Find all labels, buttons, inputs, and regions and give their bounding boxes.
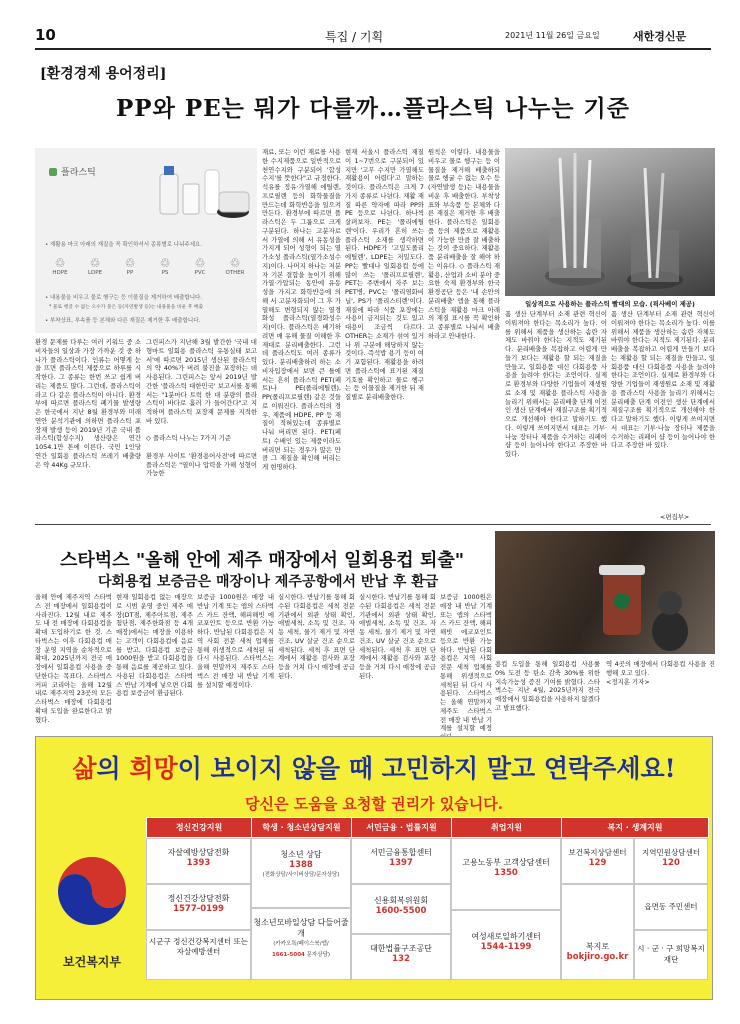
cell-suicide-hotline[interactable]: 자살예방상담전화 1393: [146, 838, 251, 884]
header-mental: 정신건강지원: [147, 818, 252, 838]
article-headline: PP와 PE는 뭐가 다를까…플라스틱 나누는 기준: [116, 95, 630, 122]
article2-column-1: 올해 안에 제주지역 스타벅스 전 매장에서 일회용컵이 사라진다. 12월 내로 제주도 내 전 매장에 다회용컵을 확대 도입하기로 한 것. 스타벅스는 이후 다회용컵 매장 운영 지역을 순차적으로 확대, 2025년까지 전국 매장에서 일회용컵 사용을 중단한다는 목표다. 스타벅스커피 코리아는 올해 12월 내로 제주지역 23곳의 모든 스타벅스 매장에 다회용컵 확대 도입을 완료한다고 밝혔다.: [35, 593, 112, 724]
cell-finance-center[interactable]: 서민금융통합센터 1397: [351, 838, 451, 884]
resin-code-ldpe: ♲ LDPE: [87, 256, 103, 276]
straws-photo: [505, 148, 715, 296]
cell-community-center[interactable]: 읍면동 주민센터: [634, 884, 708, 930]
issue-date: 2021년 11월 26일 금요일: [505, 31, 600, 40]
cell-civil-affairs[interactable]: 지역민원상담센터 120: [634, 838, 708, 884]
suicide-prevention-ad: [35, 736, 713, 1000]
plastic-products-illustration: [155, 156, 253, 228]
infographic-note-2: • 내용물을 비우고 물로 헹구는 등 이물질을 제거하여 배출합니다.: [45, 295, 203, 301]
recycling-infographic: [35, 148, 257, 333]
page-header: [35, 26, 711, 50]
article-column-5: 원칙은 이렇다. 내용물을 비우고 물로 헹구는 등 이물질을 제거해 배출하되 물로 헹굴 수 없는 오수 등(자연발생 등)는 내용물을 비운 후 배출한다. 부착상표와 부속품 등 본체와 다른 재질은 제거한 후 배출한다. 플라스틱은 일회용품 등의 제품으로 재활용이 가능한 만큼 잘 배출하는 것이 중요하다. 재활용품 분리배출을 잘 해야 하는 이유다. ◇ 플라스틱 재활용, 산업과 소비 분야 중요한 숙제 환경부와 한국환경공단 등은 '내 손안의 분리배출' 앱을 통해 플라스틱을 재활용 마크 아래의 재질 표시를 꼭 확인하고 종류별로 나눠서 배출하라고 안내한다.: [428, 148, 500, 340]
article-column-3: 재료, 또는 이런 재료를 사용한 수지제품으로 일반적으로 천연수지와 구분되어 '합성수지'를 뜻한다"고 규정한다. 석유를 정유·가열해 에틸렌, 프로필렌 등의 화학물질을 만드는데 화학반응을 일으켜 만든다. 환경부에 따르면 플라스틱은 두 그룹으로 크게 구분된다. 하나는 고분자로서 가열에 의해 서 유동성을 가지게 되어 성형이 되는 열가소성 플라스틱(열가소성수지)이다. 나머지 하나는 저분자 기본 결합을 높이기 위해 가열·가압되는 동안에 유동성을 가지고 화학반응에 의해 서 고분자화되어 그 후 가열해도 변형되지 않는 열경화성 플라스틱(열경화성수지)이다. 플라스틱은 배기하려면 매 유해 물질 이해한 후 제대로 분리배출한다. 그런데 플라스틱도 여러 종류가 있다. 분리배출하려 하는 소비자입장에서 보면 큰 틀에서는 흔히 플라스틱 PET(페트)나 PE(폴리에틸렌), PP(폴리프로필렌) 같은 것들로 이뤄진다. 플라스틱의 경우, 제품에 HDPE, PP 등 재질이 적혀있는데 종류별로 나눠 버리면 된다. PET(페트) 수배인 있는 제품이라도 버리면 되는 경우가 많은 만큼 그 재질을 확인해 버리는 게 현명하다.: [262, 148, 341, 471]
cell-youth-counsel[interactable]: 청소년 상담 1388 (전화상담/사이버상담/문자상담): [251, 838, 351, 908]
article-column-7: 폼 생산 단계부터 소재 관련 혁신이 이뤄져야 한다는 목소리가 높다. 이를 위해서 제품을 생산하는 솜란 자체도 바꿔야 한다는 지적도 제기된다. 분리배출을 복잡하고 어렵게 만들기 보다는 재활용 할 되는 재질을 만들고, 일회용품 대신 다회용품 사용을 늘려야 한다는 조언이다. 실제로 환경부와 다양한 기업들이 재생원료 소재 및 재활용 플라스틱 사용을 늘리기 위해서는 분리배출 단계 이전인 생산 단계에서 재질구조를 획기적으로 개선해야 한다고 말하기도 했다. 이렇게 쓰여지면서 대표는 기부·나눔 장터나 제품을 수거하는 리페어 샵 등이 늘어나야 한다고 주장한 바 있다.: [611, 310, 715, 450]
article-column-1: 환경 문제를 다루는 여러 키워드 중 소비자들의 일상과 가장 가까운 것 중 하나가 플라스틱이다. 인류는 어떻게 눈을 뜨면 플라스틱 제품으로 하루를 시작한다. 그 종류는 한번 쓰고 쉽게 버리는 제품도 많다. 그런데, 플라스틱이라고 다 같은 플라스틱이 아니다. 환경부에 따르면 플라스틱 폐기물 발생량은 한국에서 지난 8월 환경부와 미래 연안 분석기관에 의하면 플라스틱 포장재 발생 등이 2019년 기준 국내 플라스틱(합성수지) 생산량은 연간 1054.1만 톤에 이른다. 국민 1인당 연간 일회용 플라스틱 쓰레기 배출량은 약 44Kg 규모다.: [35, 338, 141, 469]
resin-code-hdpe: ♲ HDPE: [52, 256, 68, 276]
photo-caption: 일상적으로 사용하는 플라스틱 빨대의 모습. (픽사베이 제공): [525, 300, 695, 308]
cell-hope-welfare[interactable]: 시 · 군 · 구 희망복지재단: [634, 930, 708, 980]
article2-column-3: 보증금 1000원은 매장 내 반납 기계 또는 앱의 스타벅스 카드 잔액, 해피해빗 에코포인트 등으로 반환 가능하다. 반납된 다회용컵은 지역 사회 전문 세척 업체를 통해 위생적으로 세척된 뒤 다시 사용된다. 스타벅스는 올해 연말까지 제주도 스타벅스 전 매장 내 반납 기계를 설치할 예정이다.: [197, 593, 274, 689]
newspaper-name: 새한경신문: [633, 30, 687, 43]
straws-illustration: [505, 148, 715, 296]
resin-code-other: ♲ OTHER: [225, 256, 245, 276]
article2-column-5: 실시한다. 반납기를 통해 회수된 다회용컵은 세척 전문 기관에서 외관 상태 확인, 애벌세척, 소독 및 건조, 자동 세척, 물기 제거 및 자연건조, UV 살균 건조 순으로 세척된다. 세척 후 표면 단계에서 재활용 검사와 포장 등을 거쳐 다시 매장에 공급된다.: [359, 593, 436, 680]
taegeuk-emblem-icon: [48, 829, 136, 949]
header-job: 취업지원: [452, 818, 562, 838]
cell-local-mental-center[interactable]: 시군구 정신건강복지센터 또는 자살예방센터: [146, 930, 251, 980]
article2-column-6: 보증금 1000원은 매장 내 반납 기계 또는 앱의 스타벅스 카드 잔액, 해피해빗 에코포인트 등으로 반환 가능하다. 반납된 다회용컵은 지역 사회 전문 세척 업체를 통해 위생적으로 세척된 뒤 다시 사용된다. 스타벅스는 올해 연말까지 제주도 스타벅스 전 매장 내 반납 기계를 설치할 예정: [440, 593, 492, 733]
header-finance: 서민금융 · 법률지원: [352, 818, 452, 838]
article2-headline: 스타벅스 "올해 안에 제주 매장에서 일회용컵 퇴출": [60, 550, 465, 571]
starbucks-cup-photo: [495, 531, 715, 654]
infographic-note-3: * 물로 헹굴 수 없는 오수가 묻은 등(자연발생 등)는 내용물을 비운 후 배출: [49, 305, 204, 310]
infographic-note-4: • 부착상표, 부속품 등 본체와 다른 재질은 제거한 후 배출합니다.: [45, 318, 201, 324]
cell-credit-recovery[interactable]: 신용회복위원회 1600-5500: [351, 884, 451, 934]
cell-mental-health-hotline[interactable]: 정신건강상담전화 1577-0199: [146, 884, 251, 930]
ad-title: 삶의 희망이 보이지 않을 때 고민하지 말고 연락주세요!: [72, 754, 676, 783]
article2-column-2: 현재 일회용컵 없는 매장으로 시범 운영 중인 제주 매장(DT점, 제주아트점, 제주첨단점, 제주한화점 등 4개 매장)에서는 매장을 이용하는 고객이 다회용컵에 음료를 받고, 다회용컵 보증금 1000원을 받고 다회용컵을 통해 음료를 제공하고 있다. 사용된 다회용컵은 스타벅스 반납 기계에 넣으면 다회용컵 보증금이 환급된다.: [116, 593, 193, 698]
resin-code-pvc: ♲ PVC: [194, 256, 206, 276]
ad-subtitle: 당신은 도움을 요청할 권리가 있습니다.: [245, 795, 503, 813]
section-label: 특집 / 기획: [325, 30, 384, 44]
ministry-name: 보건복지부: [63, 955, 121, 969]
infographic-title: 플라스틱: [61, 168, 96, 178]
article2-column-7: 용컵 도입을 통해 일회용컵 사용률 0% 도전 등 탄소 감축 30%를 위한 지속가능성 증진 기여를 밝혔다. 스타벅스는 지난 4월, 2025년까지 전국 매장에서 일회용컵을 사용하지 않겠다고 발표했다.: [495, 660, 600, 712]
article2-column-4: 실시한다. 반납기를 통해 회수된 다회용컵은 세척 전문 기관에서 외관 상태 확인, 애벌세척, 소독 및 건조, 자동 세척, 물기 제거 및 자연건조, UV 살균 건조 순으로 세척된다. 세척 후 표면 단계에서 재활용 검사와 포장 등을 거쳐 다시 매장에 공급된다.: [278, 593, 355, 680]
cell-legal-aid[interactable]: 대한법률구조공단 132: [351, 934, 451, 980]
cell-welfare-counsel[interactable]: 보건복지상담센터 129: [561, 838, 634, 884]
support-grid: [146, 838, 708, 980]
page-number: 10: [35, 26, 56, 44]
cell-labor-ministry[interactable]: 고용노동부 고객상담센터 1350: [451, 838, 561, 910]
reusable-cup-illustration: [495, 531, 715, 654]
article-kicker: [환경경제 용어정리]: [40, 66, 167, 82]
header-welfare: 복지 · 생계지원: [562, 818, 709, 838]
support-directory: [146, 817, 708, 980]
resin-code-ps: ♲ PS: [159, 256, 171, 276]
resin-code-pp: ♲ PP: [124, 256, 136, 276]
cell-women-job-center[interactable]: 여성새로일하기센터 1544-1199: [451, 910, 561, 980]
infographic-note-1: • 재활용 마크 아래의 재질을 꼭 확인하셔서 종류별로 나눠주세요.: [45, 242, 203, 248]
cell-youth-mobile[interactable]: 청소년모바일상담 다들어줄개 (카카오톡/페이스북/앱/ 1661-5004 문자상담): [251, 908, 351, 980]
ministry-logo: [48, 829, 136, 989]
article-column-6: 폼 생산 단계부터 소재 관련 혁신이 이뤄져야 한다는 목소리가 높다. 이를 위해서 제품을 생산하는 솜란 자체도 바꿔야 한다는 지적도 제기된다. 분리배출을 복잡하고 어렵게 만들기 보다는 재활용 할 되는 재질을 만들고, 일회용품 대신 다회용품 사용을 늘려야 한다는 조언이다. 실제로 환경부와 다양한 기업들이 재생원료 소재 및 재활용 플라스틱 사용을 늘리기 위해서는 분리배출 단계 이전인 생산 단계에서 재질구조를 획기적으로 개선해야 한다고 말하기도 했다. 이렇게 쓰여지면서 대표는 기부·나눔 장터나 제품을 수거하는 리페어 샵 등이 늘어나야 한다고 주장한 바 있다.: [505, 310, 607, 458]
header-youth: 학생 · 청소년상담지원: [252, 818, 352, 838]
article2-subheadline: 다회용컵 보증금은 매장이나 제주공항에서 반납 후 환급: [98, 574, 439, 590]
resin-code-row: [45, 256, 250, 286]
recycle-icon: [49, 168, 57, 176]
support-table: [146, 817, 709, 838]
section-divider: [35, 524, 711, 525]
article-column-2: 그린피스가 지난해 3월 발간한 '국내 대형마트 일회용 플라스틱 유통실태 보고서'에 따르면 2015년 생산된 플라스틱의 약 40%가 버려 불진을 포장하는 데 사용된다. 그린피스는 앞서 2019년 발간한 '플라스틱 대한민국' 보고서를 통해서는 "1분마다 트럭 한 대 분량의 플라스틱이 바다로 흘러 가 들어간다"고 지적하며 플라스틱 포장재 문제를 지적한 바 있다. ◇ 플라스틱 나누는 7가지 기준 환경부 사이트 '환경용어사전'에 따르면 플라스틱은 "열이나 압력을 가해 성형이 가능한: [146, 338, 257, 478]
article-column-4: 현재 서울시 플라스틱 재질이 1~7번으로 구분되어 있지만 '고무 수지만 가열해도 재활용이 어렵다'고 말하는 것이다. 플라스틱은 크게 7가지 종류로 나뉜다. 재활 재질 따른 약자에 따라 PP와 PE 등으로 나뉜다. 하나씩 살펴보자. PE는 '폴리에틸렌'이다. 우리가 흔히 쓰는 플라스틱 소재를 생각하면 된다. HDPE가 '고밀도폴리에틸렌', LDPE는 저밀도다. PP는 빨대나 일회용컵 등에 많이 쓰는 '폴리프로필렌', PET는 주변에서 자주 보는 PET병, PVC는 '폴리염화비닐', PS가 '폴리스티렌'이다. 재질에 따라 식품 포장에는 사용이 금지되는 것도 있고 대용이 조금씩 다르다. OTHER는 소재가 섞여 있거나 위 구분에 해당하지 않는 것이다. 즉석밥 용기 등이 여기 포함된다. 재활용을 하려면 플라스틱에 표기된 재질 기호를 확인하고 물로 헹구는 등 이물질을 제거한 뒤 재질별로 분리배출한다.: [345, 148, 424, 401]
article-byline: <편집부>: [660, 513, 690, 521]
cell-bokjiro[interactable]: 복지로 bokjiro.go.kr: [561, 884, 634, 980]
article2-column-8: 역 4곳의 매장에서 다회용컵 사용을 진행해 오고 있다. <정지훈 기자>: [606, 660, 715, 686]
